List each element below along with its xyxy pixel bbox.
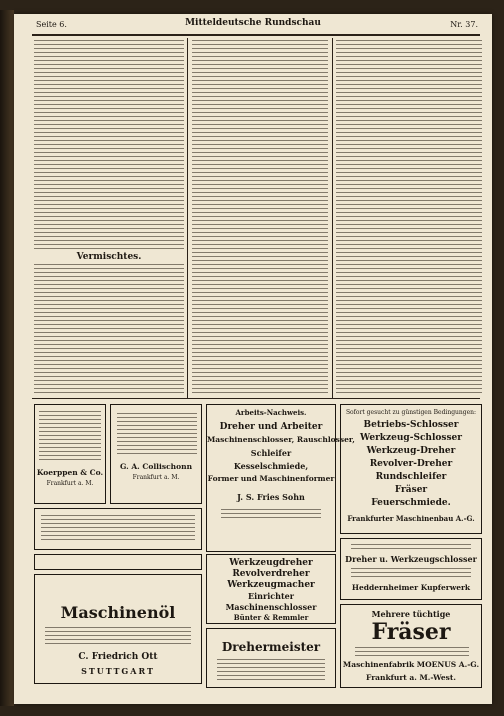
ad-werkzeug-line: Maschinenschlosser xyxy=(225,602,317,612)
ad-maschinenbau-firm: Frankfurter Maschinenbau A.-G. xyxy=(347,514,475,523)
ad-maschinenoel-title: Maschinenöl xyxy=(60,603,176,622)
ad-fraeser-firm: Maschinenfabrik MOENUS A.-G. xyxy=(342,660,480,669)
ad-dreher-arbeiter xyxy=(206,404,355,552)
ad-dreher-line: Schleifer xyxy=(250,448,292,458)
running-header xyxy=(14,14,492,34)
ad-maschinenbau-line: Fräser xyxy=(394,485,428,495)
ad-werkzeug-line: Werkzeugdreher xyxy=(229,558,313,568)
ad-maschinenbau-line: Werkzeug-Schlosser xyxy=(359,433,463,443)
issue-number: Nr. 37. xyxy=(450,20,478,29)
ad-small xyxy=(34,554,202,570)
ad-dreher-line: Kesselschmiede, xyxy=(233,461,309,471)
ad-nachweis-title: Arbeits-Nachweis. xyxy=(235,408,307,417)
ad-collischonn-city: Frankfurt a. M. xyxy=(132,474,180,481)
ad-maschinenbau-intro: Sofort gesucht zu günstigen Bedingungen: xyxy=(345,409,477,416)
ad-maschinenbau-line: Werkzeug-Dreher xyxy=(366,446,456,456)
header-rule xyxy=(32,34,480,36)
ad-dreher-line: Dreher und Arbeiter xyxy=(219,422,323,432)
book-spine-edge xyxy=(0,10,14,706)
ad-werkzeug-firm: Bünter & Remmler xyxy=(233,613,309,622)
ad-koerppen xyxy=(34,404,106,504)
ad-werkzeug-line: Revolverdreher xyxy=(232,569,310,579)
ad-fraeser xyxy=(340,604,482,688)
ad-frankfurter-maschinenbau xyxy=(340,404,482,534)
ad-werkzeugschlosser-firm: Heddernheimer Kupferwerk xyxy=(351,583,471,592)
ad-fraeser-title: Fräser xyxy=(371,619,451,645)
text-block xyxy=(34,40,184,250)
text-block xyxy=(336,40,482,396)
ad-maschinenbau-line: Rundschleifer xyxy=(375,472,447,482)
column-divider xyxy=(187,38,188,398)
ad-werkzeug-line: Werkzeugmacher xyxy=(227,580,315,590)
ad-werkzeugschlosser-line: Dreher u. Werkzeugschlosser xyxy=(345,554,477,564)
ad-dreher-line: Maschinenschlosser, Rauschlosser, xyxy=(207,435,355,444)
ad-dreher-line: Former und Maschinenformer xyxy=(207,474,335,483)
ad-dreher-firm: J. S. Fries Sohn xyxy=(237,492,305,502)
ad-collischonn-firm: G. A. Collischonn xyxy=(119,462,193,471)
ad-drehermeister-title: Drehermeister xyxy=(221,640,321,654)
column-divider xyxy=(332,38,333,398)
ads-rule xyxy=(32,398,480,399)
page-number: Seite 6. xyxy=(36,20,67,29)
ad-werkzeug-line: Einrichter xyxy=(248,591,294,601)
ad-koerppen-city: Frankfurt a. M. xyxy=(46,480,94,487)
ad-maschinenbau-line: Feuerschmiede. xyxy=(371,498,451,508)
ad-werkzeugschlosser xyxy=(340,538,482,600)
ad-small xyxy=(34,508,202,550)
ad-maschinenoel xyxy=(34,574,202,684)
text-block xyxy=(34,264,184,396)
ad-maschinenbau-line: Betriebs-Schlosser xyxy=(363,420,459,430)
ad-maschinenoel-city: STUTTGART xyxy=(81,666,155,676)
ad-drehermeister xyxy=(206,628,336,688)
ad-koerppen-firm: Koerppen & Co. xyxy=(36,468,104,477)
ad-maschinenoel-firm: C. Friedrich Ott xyxy=(78,652,158,662)
ad-fraeser-city: Frankfurt a. M.-West. xyxy=(366,673,456,682)
text-block xyxy=(192,40,328,396)
section-heading: Vermischtes. xyxy=(76,252,142,262)
newspaper-page xyxy=(14,14,492,704)
masthead-title: Mitteldeutsche Rundschau xyxy=(185,18,321,28)
ad-werkzeugdreher xyxy=(206,554,336,624)
ad-collischonn xyxy=(110,404,202,504)
ad-maschinenbau-line: Revolver-Dreher xyxy=(369,459,453,469)
ad-fraeser-top: Mehrere tüchtige xyxy=(371,609,451,619)
